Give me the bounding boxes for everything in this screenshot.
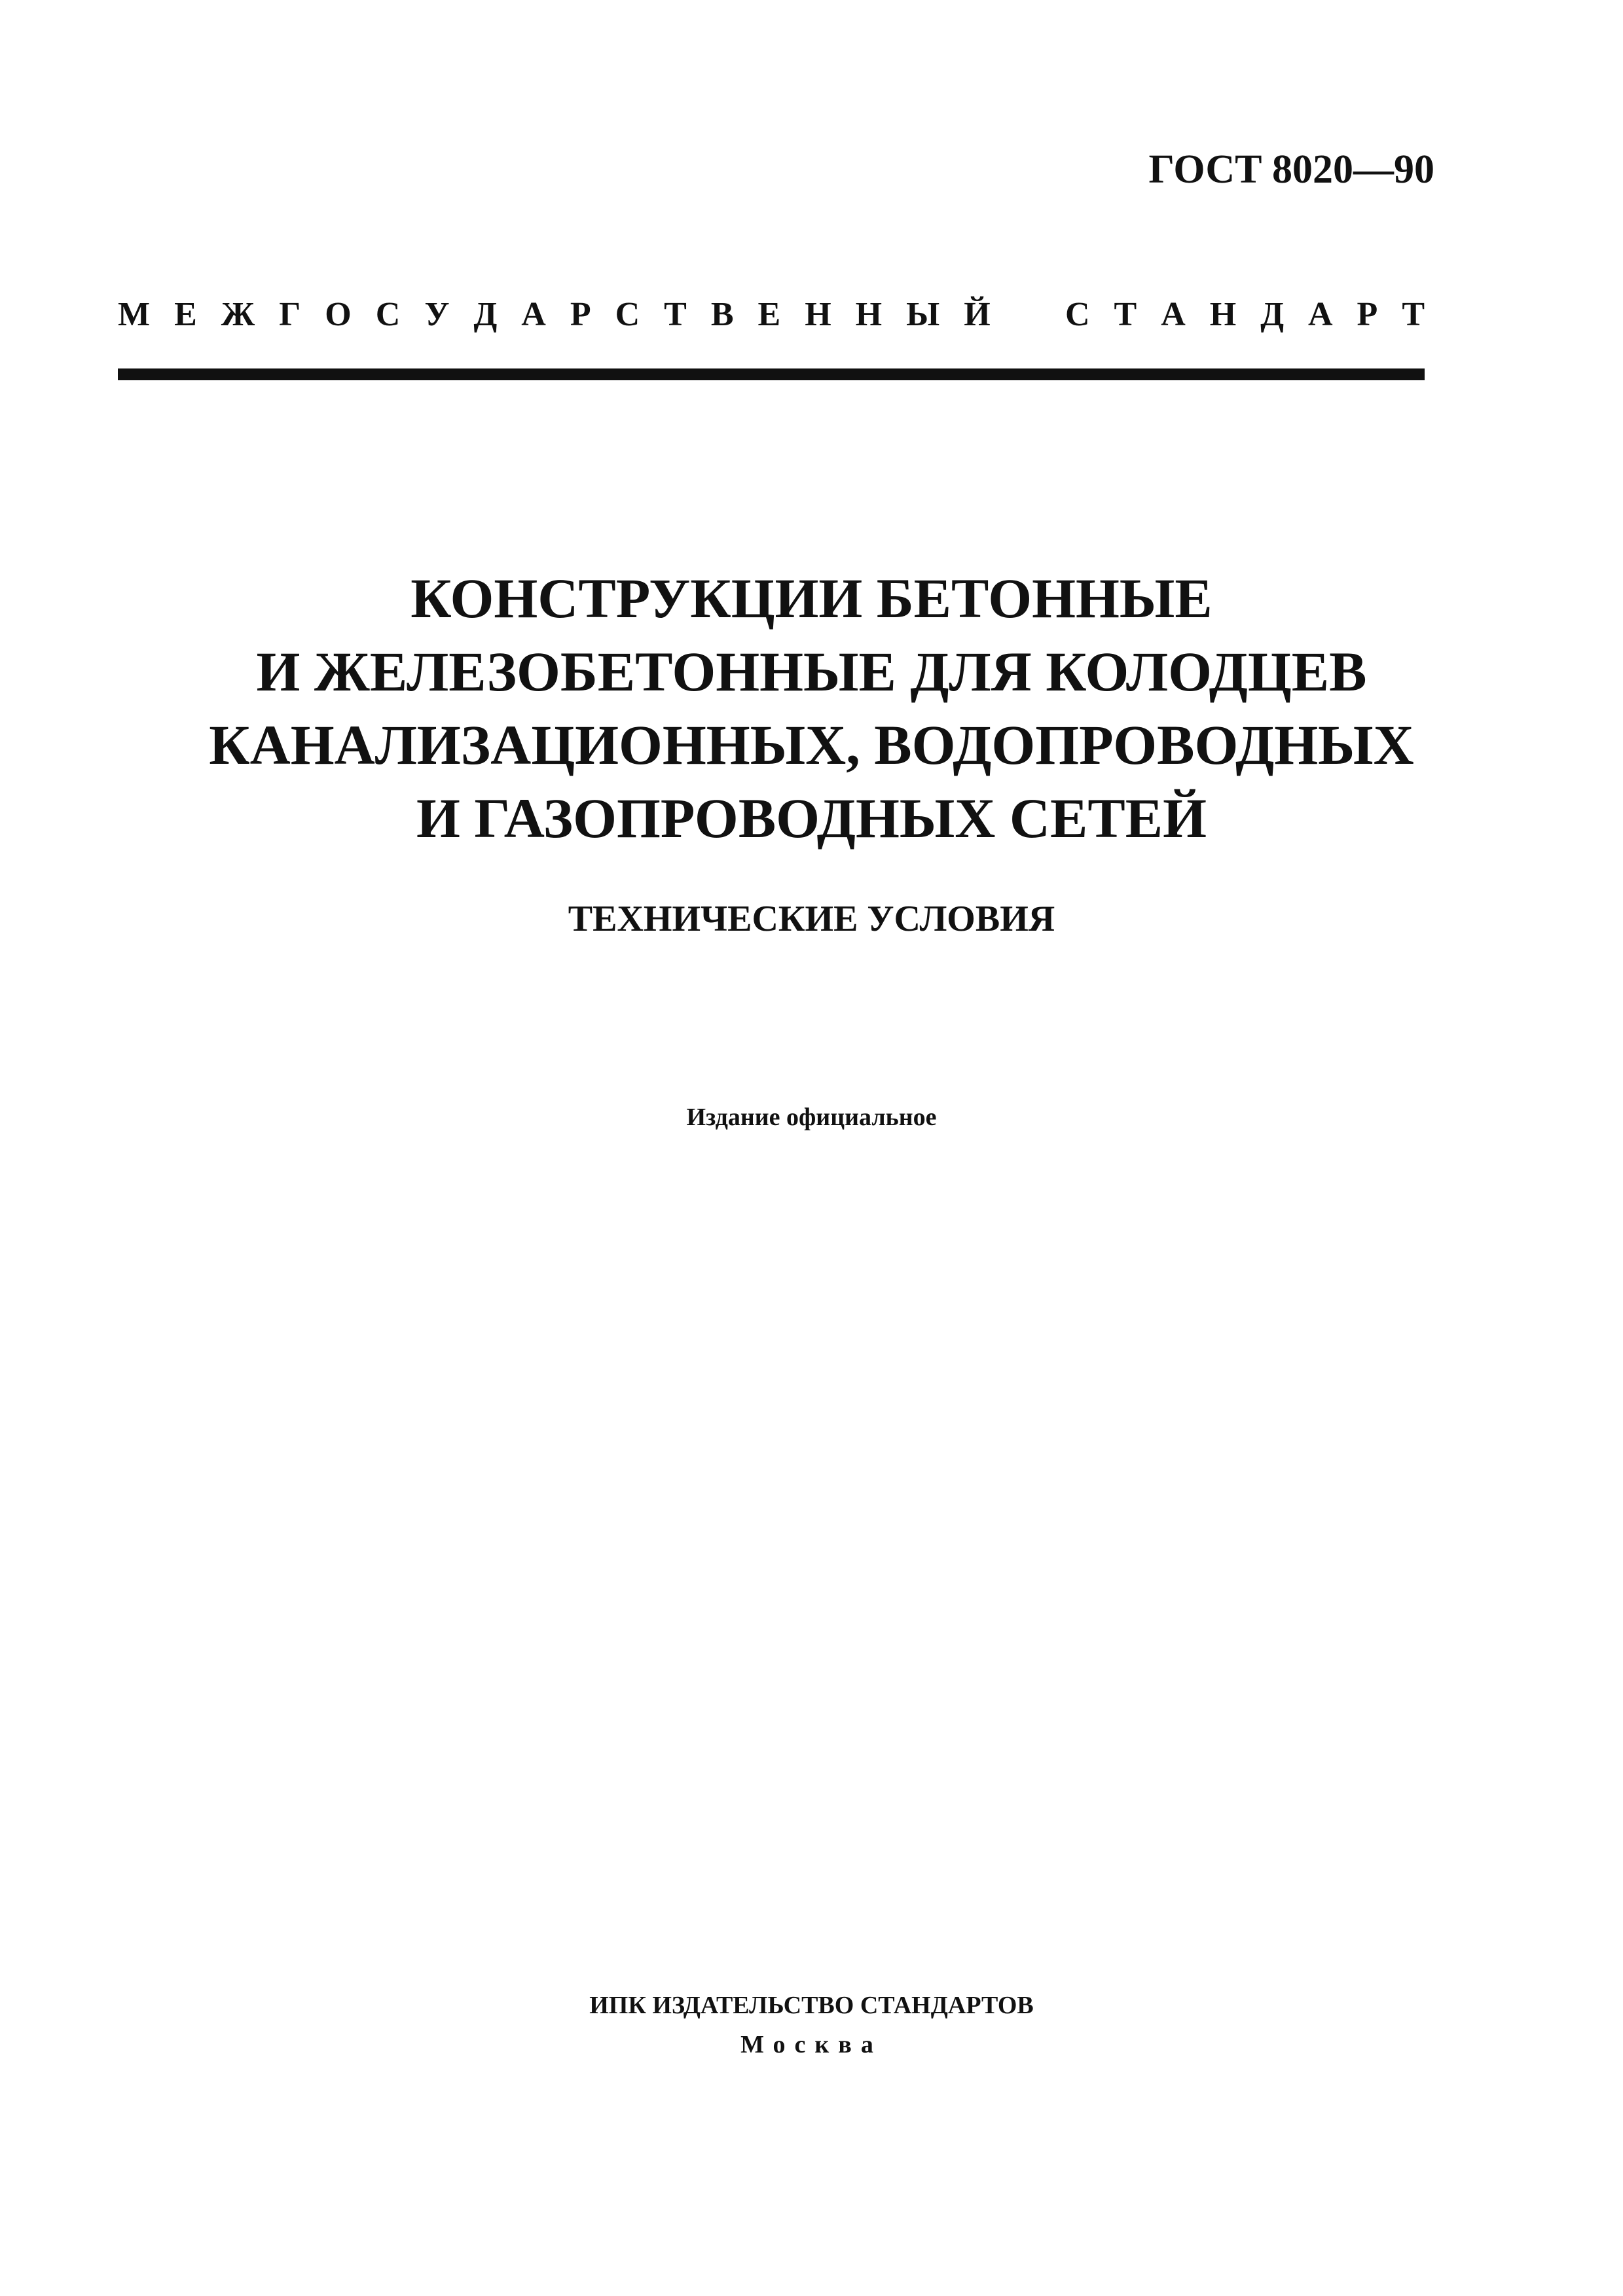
header-letter: А (1307, 296, 1333, 333)
header-letter: Ы (906, 296, 940, 333)
header-letter: Н (805, 296, 831, 333)
header-letter: Н (855, 296, 883, 333)
header-letter: Е (174, 296, 197, 333)
header-letter: Т (1402, 296, 1425, 333)
header-letter: Т (1114, 296, 1137, 333)
header-letter: А (521, 296, 546, 333)
title-line-3: КАНАЛИЗАЦИОННЫХ, ВОДОПРОВОДНЫХ (209, 713, 1414, 776)
header-letter: С (1065, 296, 1090, 333)
title-line-2: И ЖЕЛЕЗОБЕТОННЫЕ ДЛЯ КОЛОДЦЕВ (256, 640, 1367, 703)
header-letter: Ж (221, 296, 255, 333)
header-letter: Е (757, 296, 781, 333)
header-letter: Н (1209, 296, 1237, 333)
header-letter: В (710, 296, 734, 333)
header-letter: У (424, 296, 450, 333)
header-letter: Р (570, 296, 591, 333)
title-line-1: КОНСТРУКЦИИ БЕТОННЫЕ (410, 567, 1213, 630)
header-letter: А (1161, 296, 1186, 333)
document-subtitle: ТЕХНИЧЕСКИЕ УСЛОВИЯ (568, 899, 1055, 939)
header-letter: М (118, 296, 151, 333)
document-designation: ГОСТ 8020—90 (1148, 147, 1434, 192)
category-word-standard (1065, 298, 1425, 332)
header-letter: Г (279, 296, 301, 333)
document-title (0, 562, 1623, 855)
publisher-city: Москва (740, 2031, 883, 2058)
standard-category-header (118, 298, 1425, 332)
header-letter: С (375, 296, 401, 333)
category-word-interstate (118, 298, 1015, 332)
header-letter: Т (664, 296, 687, 333)
header-rule (118, 368, 1425, 380)
header-letter: Р (1357, 296, 1378, 333)
header-letter: Д (473, 296, 498, 333)
header-letter: С (615, 296, 640, 333)
header-letter: Д (1260, 296, 1284, 333)
edition-note: Издание официальное (686, 1103, 937, 1131)
header-letter: Й (964, 296, 991, 333)
header-letter: О (325, 296, 352, 333)
title-line-4: И ГАЗОПРОВОДНЫХ СЕТЕЙ (416, 787, 1207, 850)
publisher-name: ИПК ИЗДАТЕЛЬСТВО СТАНДАРТОВ (589, 1992, 1034, 2019)
